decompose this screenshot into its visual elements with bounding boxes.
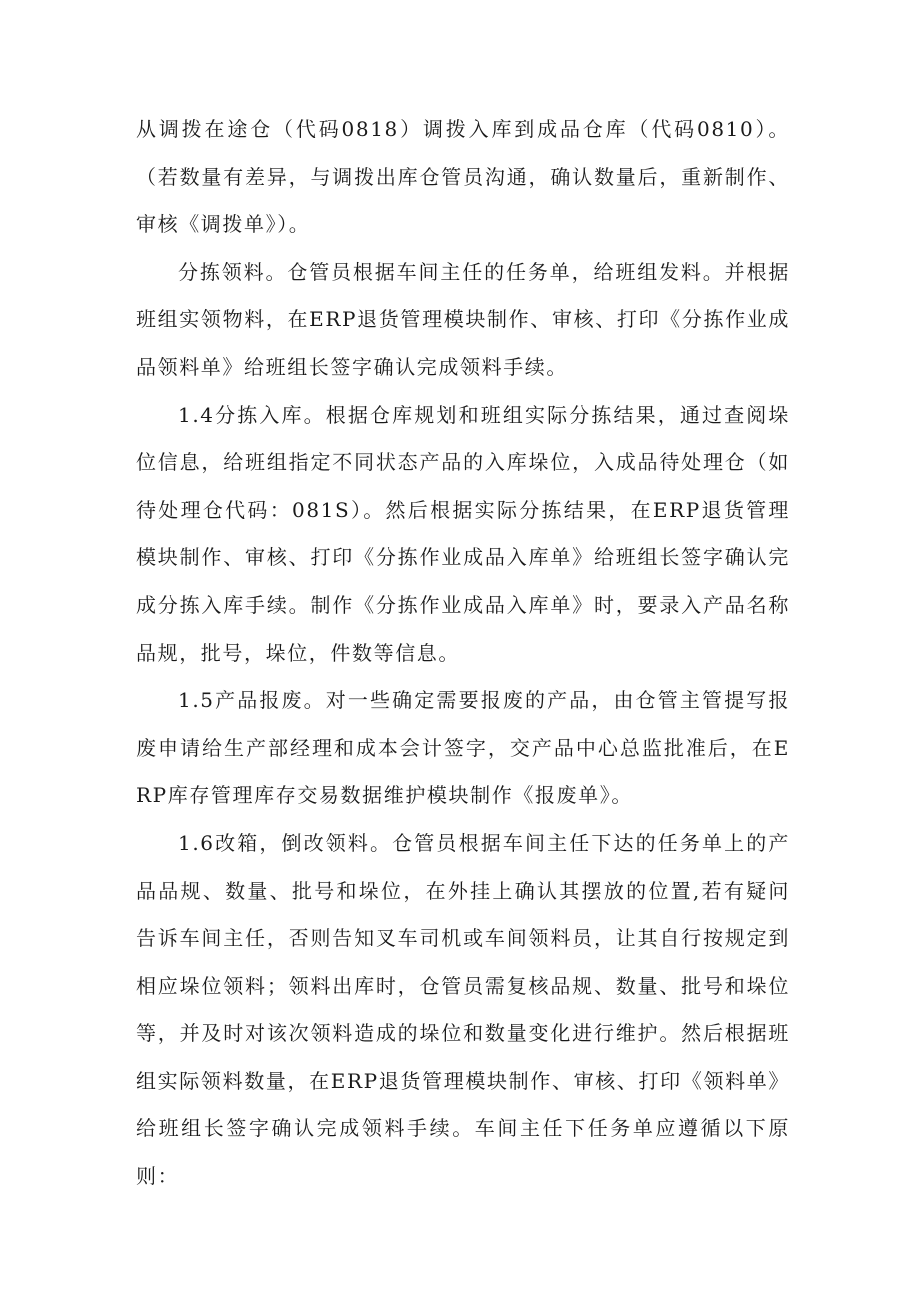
paragraph-product-scrapping: 1.5产品报废。对一些确定需要报废的产品，由仓管主管提写报废申请给生产部经理和成本会计签字，交产品中心总监批准后，在ERP库存管理库存交易数据维护模块制作《报废单》。 [136, 688, 790, 808]
paragraph-repacking-picking: 1.6改箱，倒改领料。仓管员根据车间主任下达的任务单上的产品品规、数量、批号和垛位，在外挂上确认其摆放的位置,若有疑问告诉车间主任，否则告知叉车司机或车间领料员，让其自行按规定到相应垛位领料；领料出库时，仓管员需复核品规、数量、批号和垛位等，并及时对该次领料造成的垛位和数量变化进行维护。然后根据班组实际领料数量，在ERP退货管理模块制作、审核、打印《领料单》给班组长签字确认完成领料手续。车间主任下任务单应遵循以下原则： [136, 830, 790, 1189]
paragraph-sorting-warehousing: 1.4分拣入库。根据仓库规划和班组实际分拣结果，通过查阅垛位信息，给班组指定不同状态产品的入库垛位，入成品待处理仓（如待处理仓代码：081S）。然后根据实际分拣结果，在ERP退货管理模块制作、审核、打印《分拣作业成品入库单》给班组长签字确认完成分拣入库手续。制作《分拣作业成品入库单》时，要录入产品名称品规，批号，垛位，件数等信息。 [136, 402, 790, 665]
paragraph-sorting-picking: 分拣领料。仓管员根据车间主任的任务单，给班组发料。并根据班组实领物料，在ERP退货管理模块制作、审核、打印《分拣作业成品领料单》给班组长签字确认完成领料手续。 [136, 259, 790, 379]
document-body [136, 106, 790, 1201]
paragraph-transfer-continuation: 从调拨在途仓（代码0818）调拨入库到成品仓库（代码0810）。（若数量有差异，与调拨出库仓管员沟通，确认数量后，重新制作、审核《调拨单》）。 [136, 117, 790, 237]
